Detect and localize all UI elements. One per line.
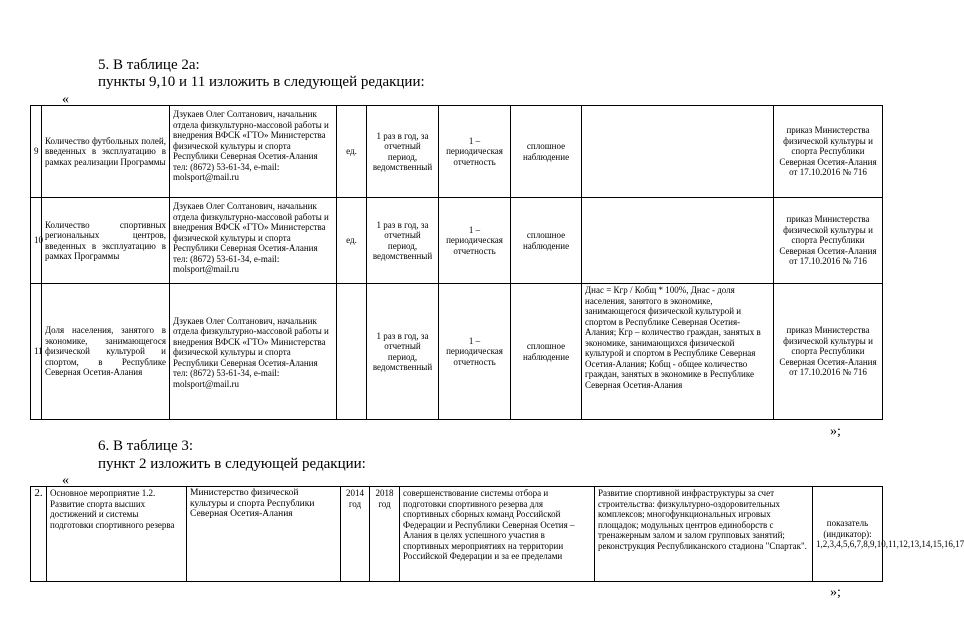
row-number: 9 xyxy=(31,106,42,198)
section5-heading: 5. В таблице 2а: xyxy=(98,57,200,73)
responsible-person: Дзукаев Олег Солтанович, начальник отдела физкультурно-массовой работы и внедрения ВФСК «ГТО» Министерства физической культуры и спорта Республики Северная Осетия-Алания тел: (8672) 53-61-34, e-mail: molsport@mail.ru xyxy=(170,198,337,284)
section6-subheading: пункт 2 изложить в следующей редакции: xyxy=(98,456,366,472)
reporting-form: 1 – периодическая отчетность xyxy=(439,106,511,198)
collection-method: сплошное наблюдение xyxy=(511,198,582,284)
main-directions: Развитие спортивной инфраструктуры за счет строительства: физкультурно-оздоровительных комплексов; многофункциональных игровых площадок; модульных центров единоборств с тренажерным залом и залом групповых занятий; реконструкция Республиканского стадиона "Спартак". xyxy=(595,487,813,582)
unit xyxy=(337,284,367,420)
frequency: 1 раз в год, за отчетный период, ведомственный xyxy=(367,106,439,198)
calculation-formula: Днас = Кгр / Кобщ * 100%, Днас - доля населения, занятого в экономике, занимающегося физической культурой и спортом в Республике Северная Осетия-Алания; Кгр – количество граждан, занятых в экономике, занимающихся физической культурой и спортом в Республике Северная Осетия-Алания; Кобщ - общее количество граждан, занятых в экономике в Республике Северная Осетия-Алания xyxy=(582,284,774,420)
table-2a xyxy=(30,105,883,420)
legal-act: приказ Министерства физической культуры и спорта Республики Северная Осетия-Алания от 17.10.2016 № 716 xyxy=(774,106,883,198)
unit: ед. xyxy=(337,106,367,198)
section5-close-quote: »; xyxy=(830,424,841,439)
calculation-formula xyxy=(582,198,774,284)
indicator-name: Количество футбольных полей, введенных в эксплуатацию в рамках реализации Программы xyxy=(42,106,170,198)
calculation-formula xyxy=(582,106,774,198)
indicator-link: показатель (индикатор): 1,2,3,4,5,6,7,8,9,10,11,12,13,14,15,16,17 xyxy=(813,487,883,582)
responsible-person: Дзукаев Олег Солтанович, начальник отдела физкультурно-массовой работы и внедрения ВФСК «ГТО» Министерства физической культуры и спорта Республики Северная Осетия-Алания тел: (8672) 53-61-34, e-mail: molsport@mail.ru xyxy=(170,284,337,420)
reporting-form: 1 – периодическая отчетность xyxy=(439,284,511,420)
start-year: 2014 год xyxy=(341,487,370,582)
row-number: 10 xyxy=(31,198,42,284)
table-row xyxy=(31,198,883,284)
row-number: 11 xyxy=(31,284,42,420)
collection-method: сплошное наблюдение xyxy=(511,284,582,420)
executor: Министерство физической культуры и спорта Республики Северная Осетия-Алания xyxy=(187,487,341,582)
section6-heading: 6. В таблице 3: xyxy=(98,438,194,454)
collection-method: сплошное наблюдение xyxy=(511,106,582,198)
responsible-person: Дзукаев Олег Солтанович, начальник отдела физкультурно-массовой работы и внедрения ВФСК «ГТО» Министерства физической культуры и спорта Республики Северная Осетия-Алания тел: (8672) 53-61-34, e-mail: molsport@mail.ru xyxy=(170,106,337,198)
section6-close-quote: »; xyxy=(830,585,841,600)
row-number: 2. xyxy=(31,487,47,582)
legal-act: приказ Министерства физической культуры и спорта Республики Северная Осетия-Алания от 17.10.2016 № 716 xyxy=(774,198,883,284)
table-row xyxy=(31,284,883,420)
table-row xyxy=(31,487,883,582)
indicator-name: Количество спортивных региональных центров, введенных в эксплуатацию в рамках Программы xyxy=(42,198,170,284)
reporting-form: 1 – периодическая отчетность xyxy=(439,198,511,284)
end-year: 2018 год xyxy=(370,487,400,582)
frequency: 1 раз в год, за отчетный период, ведомственный xyxy=(367,284,439,420)
indicator-name: Доля населения, занятого в экономике, занимающегося физической культурой и спортом, в Республике Северная Осетия-Алания xyxy=(42,284,170,420)
frequency: 1 раз в год, за отчетный период, ведомственный xyxy=(367,198,439,284)
table-3 xyxy=(30,486,964,582)
section5-open-quote: « xyxy=(62,92,69,107)
expected-result: совершенствование системы отбора и подготовки спортивного резерва для спортивных сборных команд Российской Федерации и Республики Северная Осетия – Алания в целях успешного участия в спортивных мероприятиях на территории Российской Федерации и за ее пределами xyxy=(400,487,595,582)
unit: ед. xyxy=(337,198,367,284)
table-row xyxy=(31,106,883,198)
section5-subheading: пункты 9,10 и 11 изложить в следующей редакции: xyxy=(98,74,425,90)
main-event: Основное мероприятие 1.2. Развитие спорта высших достижений и системы подготовки спортивного резерва xyxy=(47,487,187,582)
legal-act: приказ Министерства физической культуры и спорта Республики Северная Осетия-Алания от 17.10.2016 № 716 xyxy=(774,284,883,420)
section6-open-quote: « xyxy=(62,473,69,488)
